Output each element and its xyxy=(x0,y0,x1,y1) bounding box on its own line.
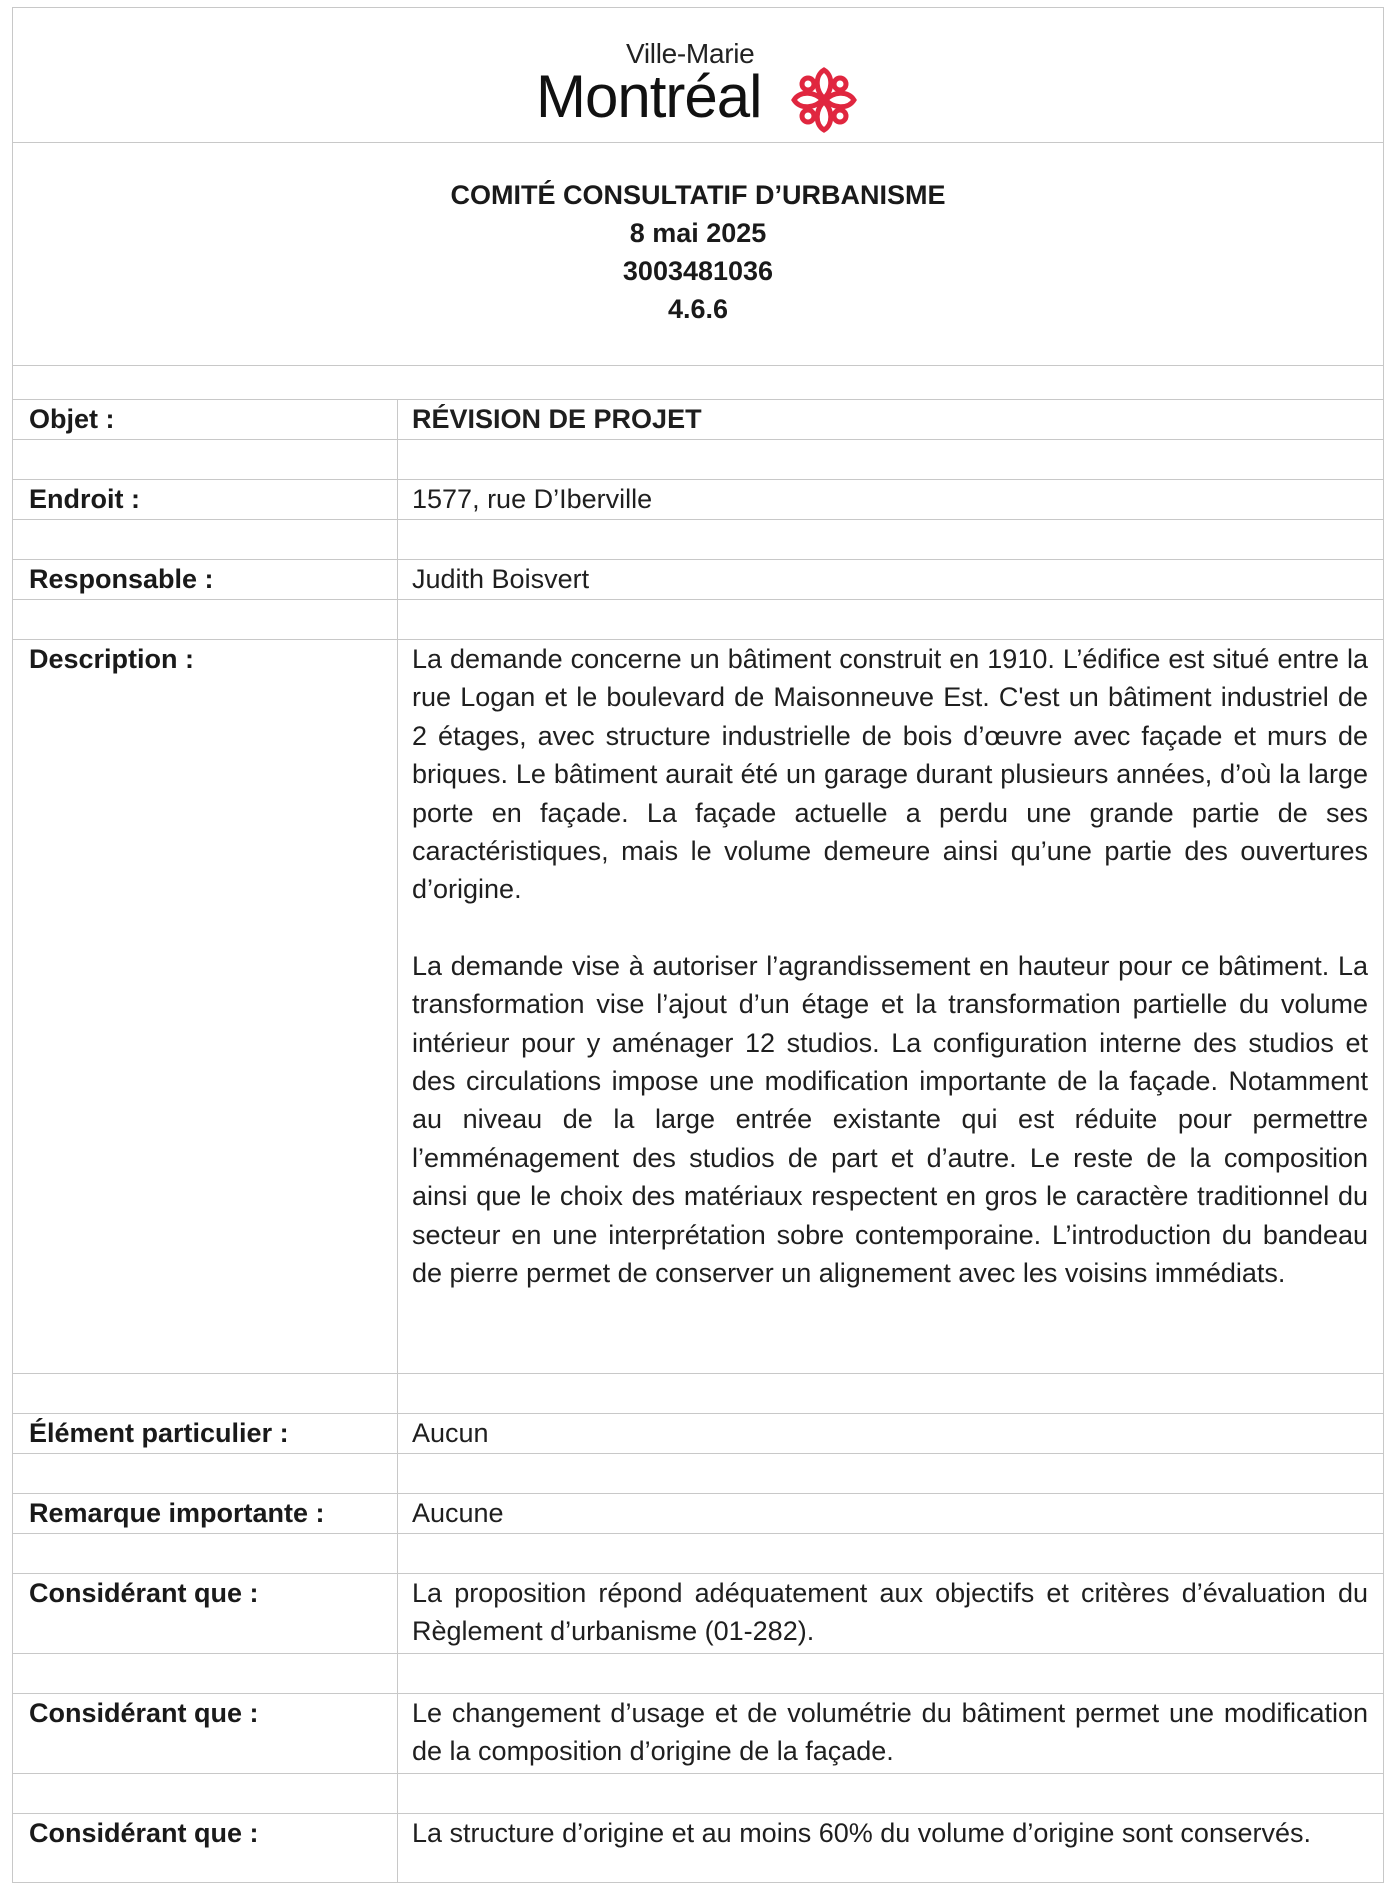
divider xyxy=(13,1773,1383,1774)
montreal-rosette-icon xyxy=(786,62,862,138)
item-number: 4.6.6 xyxy=(667,294,729,324)
divider xyxy=(13,1373,1383,1374)
considerant-value: La structure d’origine et au moins 60% du volume d’origine sont conservés. xyxy=(412,1818,1311,1848)
file-number: 3003481036 xyxy=(622,256,774,286)
description-value xyxy=(412,640,1368,1293)
divider xyxy=(13,599,1383,600)
description-paragraph: La demande vise à autoriser l’agrandissement en hauteur pour ce bâtiment. La transformation vise l’ajout d’un étage et la transformation partielle du volume intérieur pour y aménager 12 studios. La configuration interne des studios et des circulations impose une modification importante de la façade. Notamment au niveau de la large entrée existante qui est réduite pour permettre l’emménagement des studios de part et d’autre. Le reste de la composition ainsi que le choix des matériaux respectent en gros le caractère traditionnel du secteur en une interprétation sobre contemporaine. L’introduction du bandeau de pierre permet de conserver un alignement avec les voisins immédiats. xyxy=(412,950,1368,1289)
element-particulier-value: Aucun xyxy=(412,1418,489,1448)
logo-subtitle: Ville-Marie xyxy=(626,38,755,69)
column-divider xyxy=(397,399,398,1883)
divider xyxy=(13,1653,1383,1654)
description-paragraph: La demande concerne un bâtiment construit en 1910. L’édifice est situé entre la rue Logan et le boulevard de Maisonneuve Est. C'est un bâtiment industriel de 2 étages, avec structure industrielle de bois d’œuvre avec façade et murs de briques. Le bâtiment aurait été un garage durant plusieurs années, d’où la large porte en façade. La façade actuelle a perdu une grande partie de ses caractéristiques, mais le volume demeure ainsi qu’une partie des ouvertures d’origine. xyxy=(412,644,1368,905)
divider xyxy=(13,365,1383,366)
endroit-value: 1577, rue D’Iberville xyxy=(412,484,653,514)
responsable-value: Judith Boisvert xyxy=(412,564,590,594)
considerant-value: La proposition répond adéquatement aux objectifs et critères d’évaluation du Règlement d’urbanisme (01-282). xyxy=(412,1578,1368,1647)
considerant-value: Le changement d’usage et de volumétrie du bâtiment permet une modification de la composition d’origine de la façade. xyxy=(412,1698,1368,1767)
divider xyxy=(13,519,1383,520)
remarque-label: Remarque importante : xyxy=(29,1498,325,1528)
considerant-label: Considérant que : xyxy=(29,1818,259,1848)
meeting-date: 8 mai 2025 xyxy=(629,218,767,248)
responsable-label: Responsable : xyxy=(29,564,214,594)
objet-value: RÉVISION DE PROJET xyxy=(412,404,702,434)
considerant-label: Considérant que : xyxy=(29,1698,259,1728)
montreal-logo xyxy=(530,38,870,138)
document-header xyxy=(13,176,1383,328)
divider xyxy=(13,142,1383,143)
logo-name: Montréal xyxy=(536,63,762,130)
divider xyxy=(13,1453,1383,1454)
objet-label: Objet : xyxy=(29,404,115,434)
element-particulier-label: Élément particulier : xyxy=(29,1418,289,1448)
considerant-label: Considérant que : xyxy=(29,1578,259,1608)
remarque-value: Aucune xyxy=(412,1498,504,1528)
description-label: Description : xyxy=(29,644,195,674)
divider xyxy=(13,1533,1383,1534)
endroit-label: Endroit : xyxy=(29,484,140,514)
committee-title: COMITÉ CONSULTATIF D’URBANISME xyxy=(450,180,946,210)
divider xyxy=(13,439,1383,440)
